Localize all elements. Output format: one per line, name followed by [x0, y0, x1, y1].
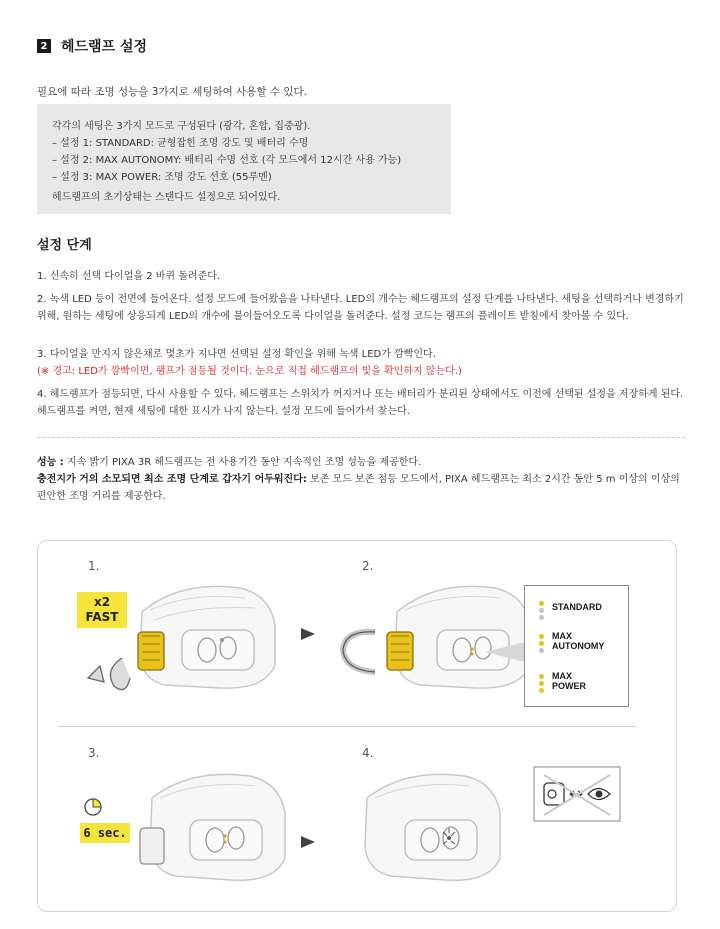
settings-infobox [37, 104, 451, 214]
led-indicator [539, 631, 544, 653]
dashed-divider [37, 437, 685, 438]
led-mode-label-line: AUTONOMY [552, 641, 605, 651]
next-arrow-icon [300, 627, 316, 641]
headlamp-illustration-1 [70, 570, 300, 700]
led-dot [539, 648, 544, 653]
led-mode-label [552, 631, 604, 651]
led-mode-label [552, 671, 586, 691]
led-dot [539, 615, 544, 620]
fast-tag-line2: FAST [85, 610, 119, 624]
next-arrow-icon [300, 835, 316, 849]
infobox-line: – 설정 2: MAX AUTONOMY: 배터리 수명 선호 (각 모드에서 12시간 사용 가능) [52, 155, 402, 166]
led-mode-label-line: POWER [552, 681, 587, 691]
led-dot [539, 634, 544, 639]
led-mode-standard [539, 598, 602, 620]
no-look-icon [532, 765, 622, 823]
low-battery-text: 보존 모드 보존 점등 모드에서, PIXA 헤드램프는 최소 2시간 동안 5 m 이상의 이상의 편안한 조명 거리를 제공한다. [37, 474, 680, 502]
performance-label: 성능 : [37, 457, 64, 468]
led-dot [539, 674, 544, 679]
section-heading [37, 36, 147, 56]
headlamp-illustration-2 [335, 570, 535, 700]
section-number: 2 [37, 39, 51, 53]
led-indicator [539, 598, 544, 620]
intro-text: 필요에 따라 조명 성능을 3가지로 세팅하여 사용할 수 있다. [37, 86, 308, 98]
led-dot [539, 688, 544, 693]
led-dot [539, 681, 544, 686]
infobox-line: 헤드램프의 초기상태는 스탠다드 설정으로 되어있다. [52, 192, 281, 203]
step-3-warning: (※ 경고: LED가 깜빡이면, 램프가 점등될 것이다. 눈으로 직접 헤드램프의 빛을 확인하지 않는다.) [37, 366, 462, 377]
figure-step-2: 2. [362, 559, 374, 573]
performance-text: 지속 밝기 PIXA 3R 헤드램프는 전 사용기간 동안 지속적인 조명 성능을 제공한다. [63, 457, 422, 468]
infobox-line: – 설정 3: MAX POWER: 조명 강도 선호 (55루멘) [52, 172, 272, 183]
led-mode-label-line: MAX [552, 631, 572, 641]
fast-tag-line1: x2 [93, 595, 111, 609]
led-mode-max-autonomy [539, 631, 604, 653]
headlamp-illustration-4 [355, 758, 515, 898]
six-sec-tag: 6 sec. [80, 823, 130, 843]
section-title: 헤드램프 설정 [61, 39, 148, 55]
step-3-main: 3. 다이얼을 만지지 않은채로 몇초가 지나면 선택된 설정 확인을 위해 녹색 LED가 깜빡인다. [37, 349, 436, 360]
notes-block [37, 454, 685, 505]
figure-step-3: 3. [88, 746, 100, 760]
led-mode-label-line: MAX [552, 671, 572, 681]
steps-title: 설정 단계 [37, 238, 92, 253]
led-dot [539, 608, 544, 613]
infobox-line: 각각의 세팅은 3가지 모드로 구성된다 (광각, 혼합, 집중광). [52, 121, 311, 132]
infobox-line: – 설정 1: STANDARD: 균형잡힌 조명 강도 및 배터리 수명 [52, 138, 309, 149]
performance-note [37, 454, 685, 471]
led-mode-panel [524, 585, 629, 707]
led-mode-label [552, 598, 602, 612]
step-1-text: 1. 신속히 선택 다이얼을 2 바퀴 돌려준다. [37, 271, 221, 282]
led-dot [539, 641, 544, 646]
low-battery-label: 충전지가 거의 소모되면 최소 조명 단계로 갑자기 어두워진다: [37, 474, 307, 485]
figure-step-4: 4. [362, 746, 374, 760]
headlamp-illustration-3 [130, 758, 300, 898]
led-mode-max-power [539, 671, 586, 693]
step-3-text [37, 346, 685, 380]
step-2-text: 2. 녹색 LED 등이 전면에 들어온다. 설정 모드에 들어왔음을 나타낸다. LED의 개수는 헤드램프의 설정 단계를 나타낸다. 세팅을 선택하거나 변경하기 위해, 원하는 세팅에 상응되게 LED의 개수에 불이들어오도록 다이얼을 돌려준다. 설정 코드는 램프의 플레이트 받침에서 찾아볼 수 있다. [37, 294, 684, 322]
led-indicator [539, 671, 544, 693]
led-dot [539, 601, 544, 606]
figure-divider [58, 726, 636, 727]
led-mode-label-line: STANDARD [552, 602, 602, 612]
low-battery-note [37, 471, 685, 505]
figure-step-1: 1. [88, 559, 100, 573]
step-4-text: 4. 헤드램프가 점등되면, 다시 사용할 수 있다. 헤드램프는 스위치가 꺼지거나 또는 배터리가 분리된 상태에서도 이전에 선택된 설정을 저장하게 된다. 헤드램프를 켜면, 현재 세팅에 대한 표시가 나지 않는다. 설정 모드에 들어가서 찾는다. [37, 389, 684, 417]
timer-icon [82, 795, 104, 817]
